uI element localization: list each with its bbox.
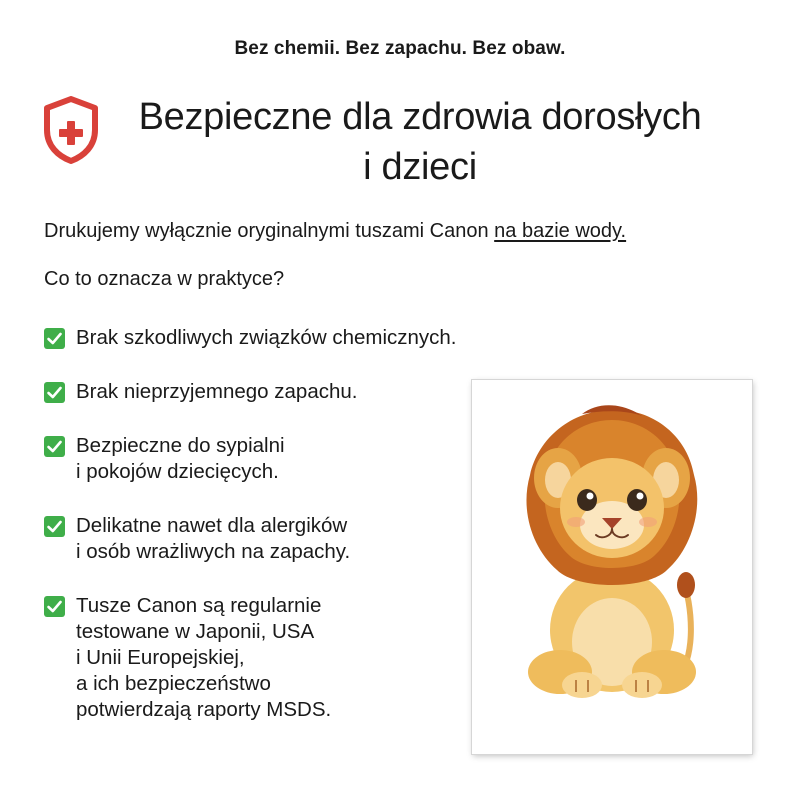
intro-prefix: Drukujemy wyłącznie oryginalnymi tuszami Canon [44, 220, 495, 242]
feature-item [44, 379, 464, 405]
tagline: Bez chemii. Bez zapachu. Bez obaw. [234, 38, 566, 59]
feature-item [44, 593, 464, 723]
feature-text-line: potwierdzają raporty MSDS. [76, 698, 332, 721]
feature-text-line: testowane w Japonii, USA [76, 620, 315, 643]
check-mark-button-icon [44, 596, 65, 617]
feature-item [44, 513, 464, 565]
feature-text-line: i pokojów dziecięcych. [76, 460, 279, 483]
feature-list [44, 325, 464, 723]
feature-text-line: a ich bezpieczeństwo [76, 672, 271, 695]
check-mark-button-icon [44, 328, 65, 349]
headline-line-2: i dzieci [363, 146, 477, 188]
check-mark-button-icon [44, 382, 65, 403]
shield-plus-icon [42, 96, 100, 164]
page-title [40, 92, 760, 192]
feature-text-line: Brak nieprzyjemnego zapachu. [76, 380, 358, 403]
check-mark-button-icon [44, 516, 65, 537]
lion-poster-frame [472, 380, 752, 754]
feature-text-line: i osób wrażliwych na zapachy. [76, 540, 351, 563]
water-based-link: na bazie wody. [494, 220, 627, 242]
lion-illustration [472, 380, 752, 754]
headline-line-1: Bezpieczne dla zdrowia dorosłych [138, 96, 702, 138]
feature-text-line: Delikatne nawet dla alergików [76, 514, 348, 537]
check-mark-button-icon [44, 436, 65, 457]
feature-item [44, 325, 464, 351]
headline-block [40, 92, 760, 192]
intro-text [44, 220, 626, 243]
feature-text-line: i Unii Europejskiej, [76, 646, 245, 669]
feature-text-line: Bezpieczne do sypialni [76, 434, 285, 457]
feature-item [44, 433, 464, 485]
feature-text-line: Tusze Canon są regularnie [76, 594, 322, 617]
feature-text-line: Brak szkodliwych związków chemicznych. [76, 326, 457, 349]
question-text: Co to oznacza w praktyce? [44, 268, 285, 290]
